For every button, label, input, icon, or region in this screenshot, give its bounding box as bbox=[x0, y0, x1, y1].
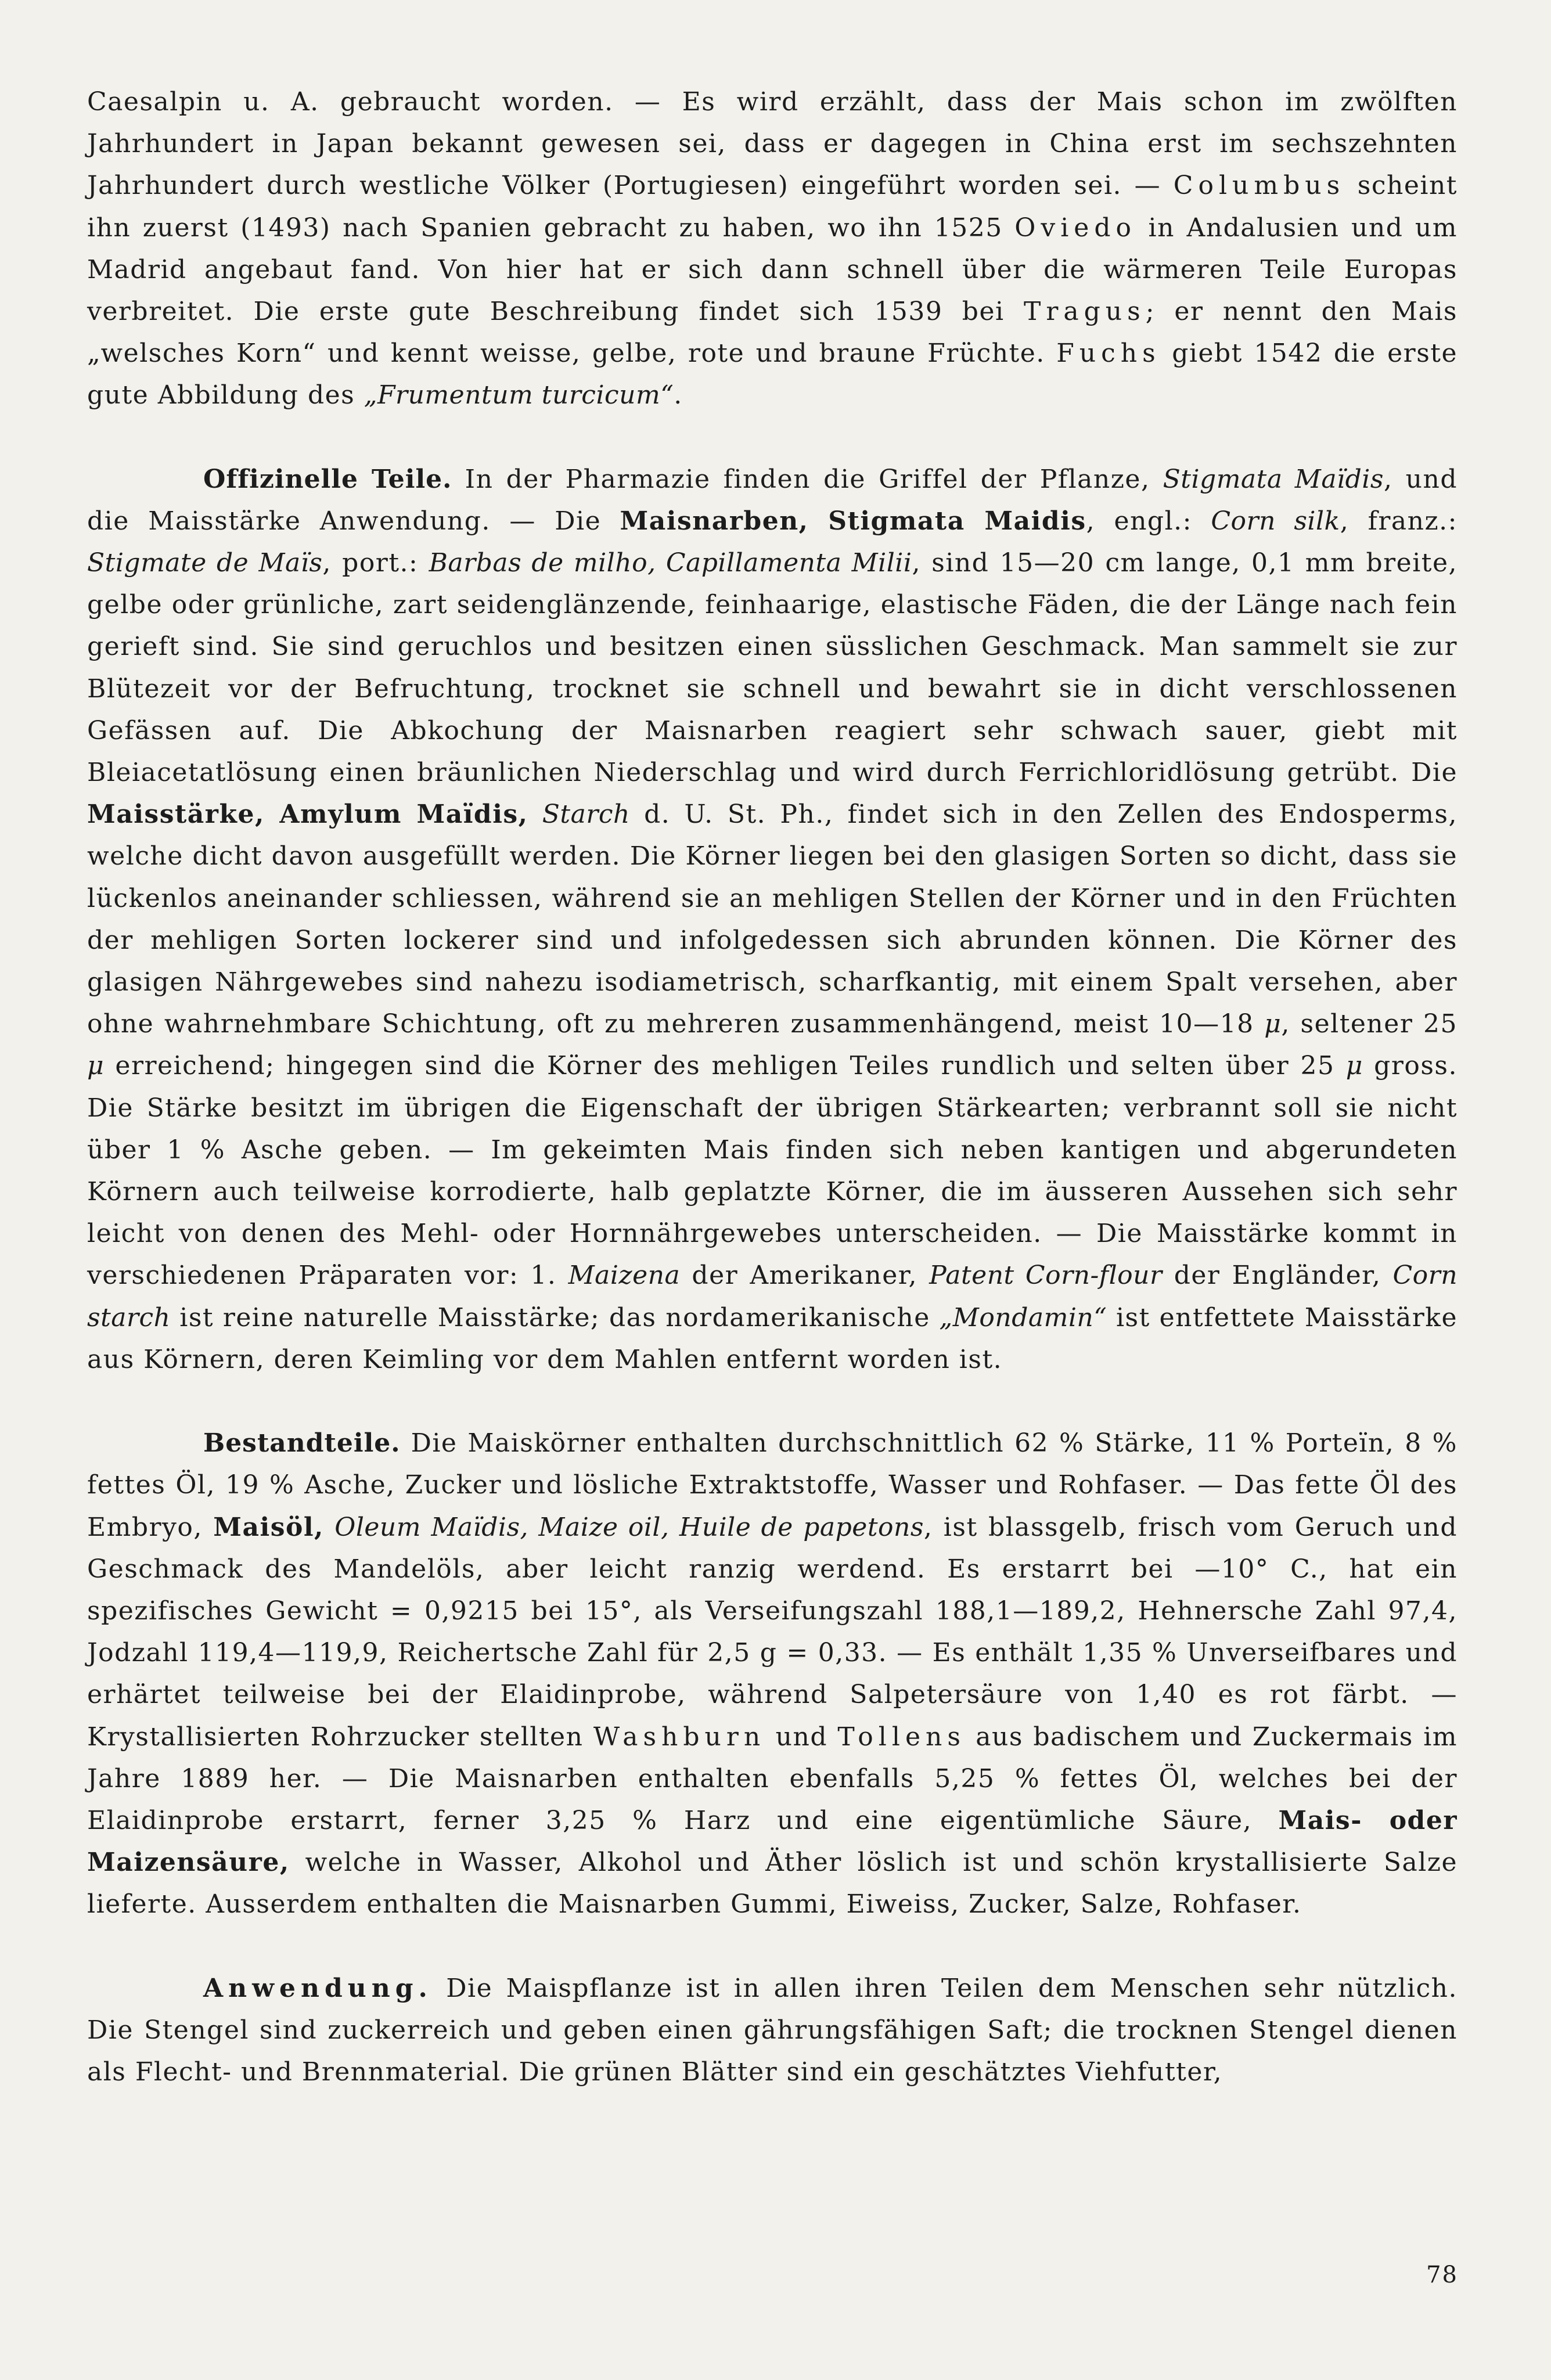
text-run: ist entfettete Maisstärke aus Körnern, deren Keimling vor dem Mahlen entfernt worden ist. bbox=[87, 1302, 1458, 1374]
text-run: Die Maispflanze ist in allen ihren Teilen dem Menschen sehr nützlich. Die Stengel sind zuckerreich und geben einen gährungsfähigen Saft; die trocknen Stengel dienen als Flecht- und Brennmaterial. Die grünen Blätter sind ein geschätztes Viehfutter, bbox=[87, 1973, 1458, 2087]
text-run: scheint ihn zuerst (1493) nach Spanien gebracht zu haben, wo ihn 1525 bbox=[87, 171, 1458, 243]
text-body bbox=[87, 81, 1458, 2093]
foreign-term: Stigmate de Maïs bbox=[87, 548, 323, 578]
person-name: Oviedo bbox=[1014, 213, 1136, 243]
text-run: ; er nennt den Mais „welsches Korn“ und kennt weisse, gelbe, rote und braune Früchte. bbox=[87, 297, 1458, 369]
bold-term: Maisöl, bbox=[213, 1512, 324, 1542]
text-run: , port.: bbox=[322, 548, 429, 578]
foreign-term: Starch bbox=[542, 800, 630, 830]
text-run: ist reine naturelle Maisstärke; das nordamerikanische bbox=[170, 1302, 940, 1333]
bold-term: Maisstärke, Amylum Maïdis, bbox=[87, 800, 528, 830]
person-name: Columbus bbox=[1173, 171, 1345, 201]
text-run: welche in Wasser, Alkohol und Äther löslich ist und schön krystallisierte Salze lieferte. Ausserdem enthalten die Maisnarben Gummi, Eiweiss, Zucker, Salze, Rohfaser. bbox=[87, 1848, 1458, 1920]
text-run: und bbox=[765, 1722, 838, 1752]
official-parts-paragraph bbox=[87, 459, 1458, 1381]
person-name: Tragus bbox=[1023, 297, 1146, 327]
text-run: . bbox=[674, 380, 683, 411]
latin-term: Stigmata Maïdis bbox=[1163, 464, 1384, 494]
unit-symbol: μ bbox=[87, 1051, 105, 1081]
use-paragraph bbox=[87, 1968, 1458, 2094]
text-run: erreichend; hingegen sind die Körner des mehligen Teiles rundlich und selten über 25 bbox=[104, 1051, 1346, 1081]
person-name: Tollens bbox=[837, 1722, 966, 1752]
section-heading: Anwendung. bbox=[203, 1973, 433, 2003]
text-run: d. U. St. Ph., findet sich in den Zellen des Endosperms, welche dicht davon ausgefüllt werden. Die Körner liegen bei den glasigen Sorten so dicht, dass sie lückenlos aneinander schliessen, während sie an mehligen Stellen der Körner und in den Früchten der mehligen Sorten lockerer sind und infolgedessen sich abrunden können. Die Körner des glasigen Nährgewebes sind nahezu isodiametrisch, scharfkantig, mit einem Spalt versehen, aber ohne wahrnehmbare Schichtung, oft zu mehreren zusammenhängend, meist 10—18 bbox=[87, 800, 1458, 1039]
text-run: der Engländer, bbox=[1162, 1261, 1393, 1291]
text-run: , sind 15—20 cm lange, 0,1 mm breite, gelbe oder grünliche, zart seidenglänzende, feinhaarige, elastische Fäden, die der Länge nach fein gerieft sind. Sie sind geruchlos und besitzen einen süsslichen Geschmack. Man sammelt sie zur Blütezeit vor der Befruchtung, trocknet sie schnell und bewahrt sie in dicht verschlossenen Gefässen auf. Die Abkochung der Maisnarben reagiert sehr schwach sauer, giebt mit Bleiacetatlösung einen bräunlichen Niederschlag und wird durch Ferrichloridlösung getrübt. Die bbox=[87, 548, 1458, 788]
unit-symbol: μ bbox=[1264, 1009, 1282, 1039]
text-run: Caesalpin u. A. gebraucht worden. — Es wird erzählt, dass der Mais schon im zwölften Jahrhundert in Japan bekannt gewesen sei, dass er dagegen in China erst im sechszehnten Jahrhundert durch westliche Völker (Portugiesen) eingeführt worden sei. — bbox=[87, 87, 1458, 201]
foreign-term: Corn silk bbox=[1211, 506, 1340, 536]
text-run: der Amerikaner, bbox=[680, 1261, 930, 1291]
text-run: , franz.: bbox=[1340, 506, 1458, 536]
foreign-term: Patent Corn-flour bbox=[929, 1261, 1163, 1291]
latin-term: „Frumentum turcicum“ bbox=[364, 380, 674, 411]
foreign-term: Maizena bbox=[568, 1261, 681, 1291]
text-run: Die Maiskörner enthalten durchschnittlich 62 % Stärke, 11 % Porteïn, 8 % fettes Öl, 19 % Asche, Zucker und lösliche Extraktstoffe, Wasser und Rohfaser. — Das fette Öl des Embryo, bbox=[87, 1428, 1458, 1542]
text-run: aus badischem und Zuckermais im Jahre 1889 her. — Die Maisnarben enthalten ebenfalls 5,25 % fettes Öl, welches bei der Elaidinprobe erstarrt, ferner 3,25 % Harz und eine eigentümliche Säure, bbox=[87, 1722, 1458, 1835]
foreign-term: „Mondamin“ bbox=[939, 1302, 1107, 1333]
latin-term: Oleum Maïdis, Maize oil, Huile de papetons bbox=[334, 1512, 924, 1542]
text-run: , ist blassgelb, frisch vom Geruch und Geschmack des Mandelöls, aber leicht ranzig werdend. Es erstarrt bei —10° C., hat ein spezifisches Gewicht = 0,9215 bei 15°, als Verseifungszahl 188,1—189,2, Hehnersche Zahl 97,4, Jodzahl 119,4—119,9, Reichertsche Zahl für 2,5 g = 0,33. — Es enthält 1,35 % Unverseifbares und erhärtet teilweise bei der Elaidinprobe, während Salpetersäure von 1,40 es rot färbt. — Krystallisierten Rohrzucker stellten bbox=[87, 1512, 1458, 1752]
page-number: 78 bbox=[1426, 2262, 1458, 2288]
text-run bbox=[528, 800, 542, 829]
ingredients-paragraph bbox=[87, 1423, 1458, 1925]
document-page bbox=[87, 81, 1458, 2334]
text-run: In der Pharmazie finden die Griffel der Pflanze, bbox=[452, 464, 1163, 494]
bold-term: Mais- oder Maizensäure, bbox=[87, 1805, 1458, 1878]
bold-term: Maisnarben, Stigmata Maidis bbox=[620, 506, 1086, 536]
text-run: , engl.: bbox=[1086, 506, 1211, 536]
section-heading: Bestandteile. bbox=[203, 1428, 401, 1459]
unit-symbol: μ bbox=[1345, 1051, 1363, 1081]
text-run: , und die Maisstärke Anwendung. — Die bbox=[87, 464, 1458, 536]
foreign-term: Barbas de milho, Capillamenta Milii bbox=[429, 548, 912, 578]
person-name: Fuchs bbox=[1056, 339, 1161, 369]
text-run bbox=[324, 1513, 334, 1542]
section-heading: Offizinelle Teile. bbox=[203, 464, 452, 494]
text-run: gross. Die Stärke besitzt im übrigen die Eigenschaft der übrigen Stärkearten; verbrannt soll sie nicht über 1 % Asche geben. — Im gekeimten Mais finden sich neben kantigen und abgerundeten Körnern auch teilweise korrodierte, halb geplatzte Körner, die im äusseren Aussehen sich sehr leicht von denen des Mehl- oder Hornnährgewebes unterscheiden. — Die Maisstärke kommt in verschiedenen Präparaten vor: 1. bbox=[87, 1051, 1458, 1291]
text-run: giebt 1542 die erste gute Abbildung des bbox=[87, 339, 1458, 411]
text-run: in Andalusien und um Madrid angebaut fand. Von hier hat er sich dann schnell über die wärmeren Teile Europas verbreitet. Die erste gute Beschreibung findet sich 1539 bei bbox=[87, 213, 1458, 327]
person-name: Washburn bbox=[593, 1722, 766, 1752]
foreign-term: Corn starch bbox=[87, 1261, 1458, 1333]
history-paragraph bbox=[87, 81, 1458, 417]
text-run: , seltener 25 bbox=[1281, 1009, 1458, 1039]
